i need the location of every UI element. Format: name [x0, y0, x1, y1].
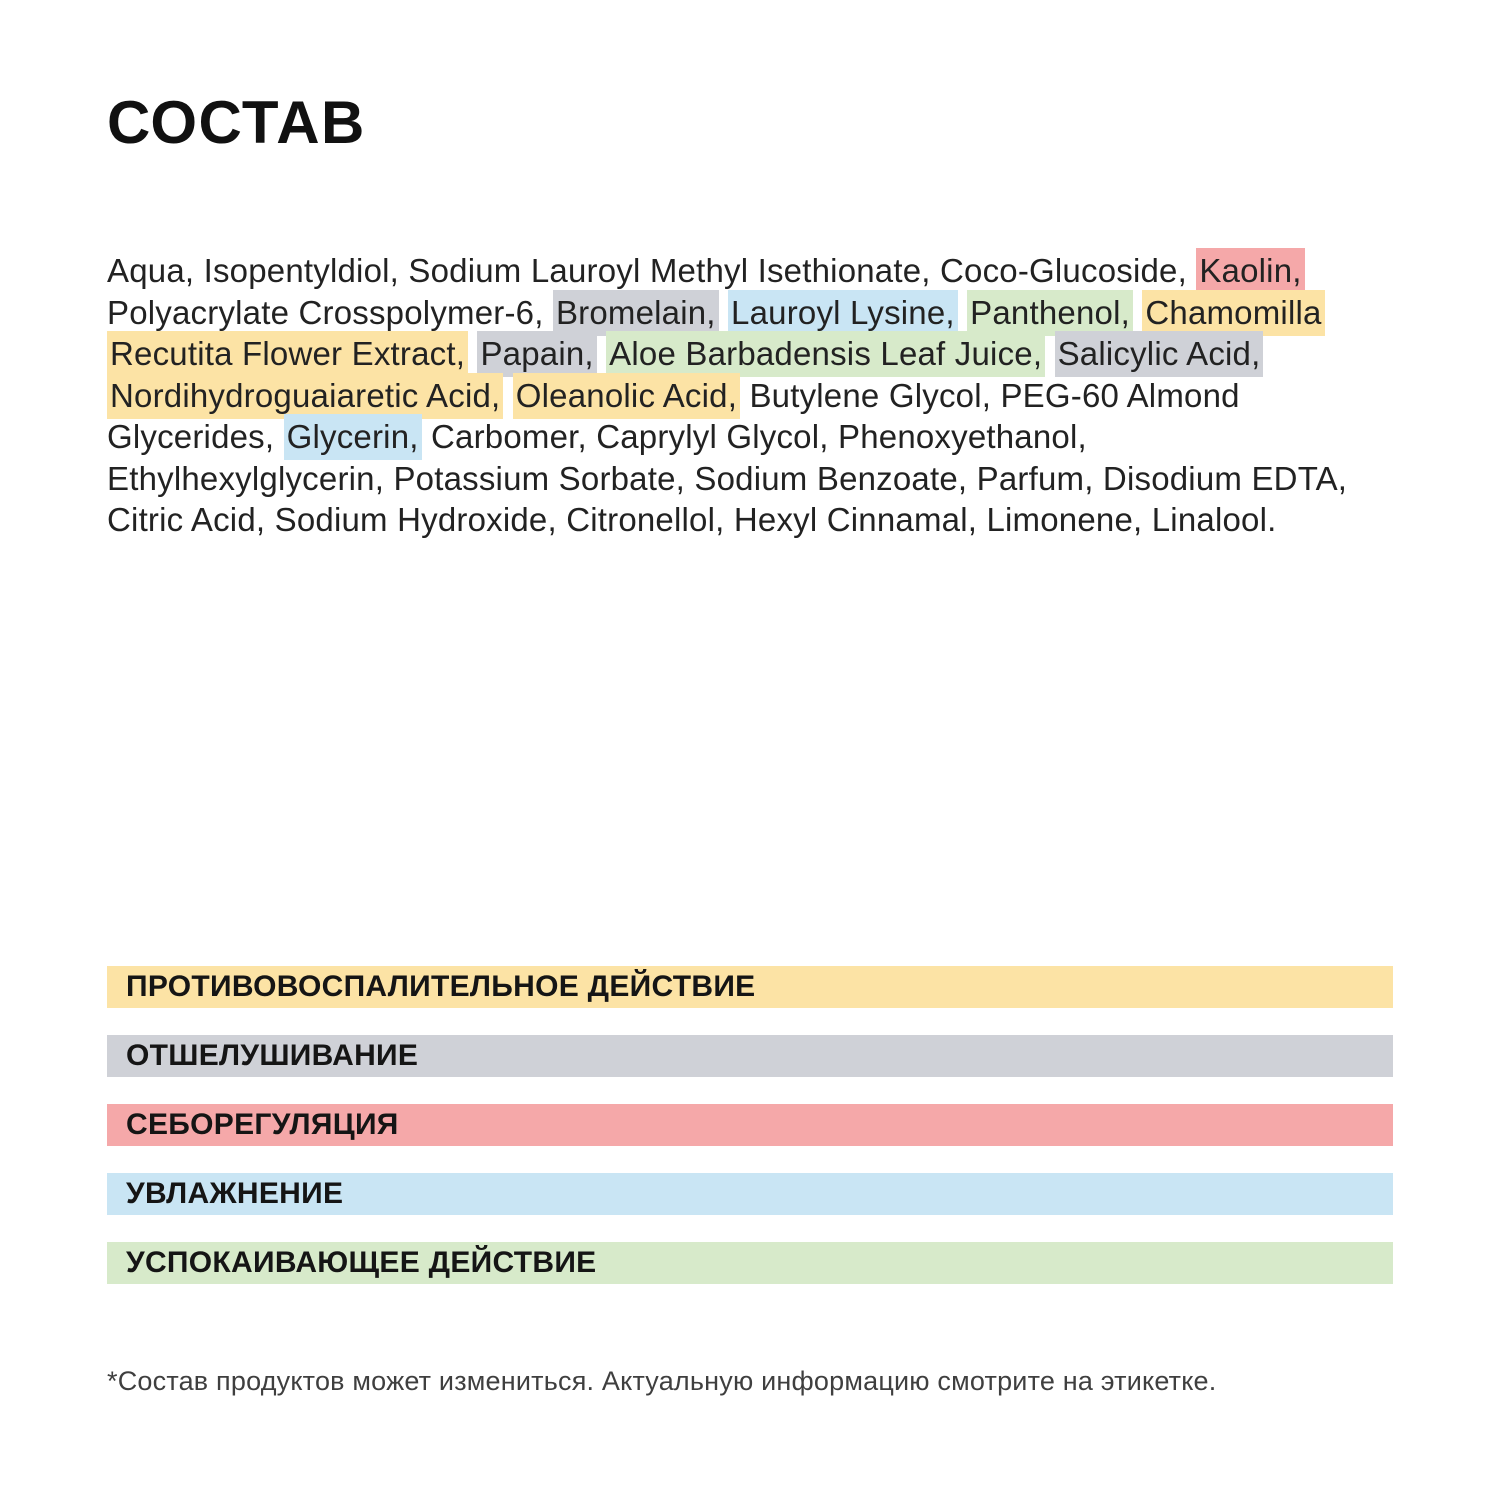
ingredient-text: Citric Acid, Sodium Hydroxide, Citronellol, Hexyl Cinnamal, Limonene, Linalool. — [107, 501, 1277, 538]
page-title: СОСТАВ — [107, 89, 366, 156]
ingredients-line — [107, 292, 1417, 334]
ingredient-text — [503, 377, 512, 414]
ingredient-highlight-green: Panthenol, — [967, 290, 1133, 336]
ingredient-highlight-gray: Salicylic Acid, — [1055, 331, 1264, 377]
ingredient-highlight-yellow: Recutita Flower Extract, — [107, 331, 468, 377]
ingredient-highlight-blue: Lauroyl Lysine, — [728, 290, 958, 336]
ingredient-highlight-yellow: Chamomilla — [1142, 290, 1324, 336]
ingredient-text: Aqua, Isopentyldiol, Sodium Lauroyl Methyl Isethionate, Coco-Glucoside, — [107, 252, 1197, 289]
ingredient-highlight-red: Kaolin, — [1196, 248, 1304, 294]
ingredient-text — [958, 294, 967, 331]
ingredients-line — [107, 250, 1417, 292]
ingredient-text: Ethylhexylglycerin, Potassium Sorbate, Sodium Benzoate, Parfum, Disodium EDTA, — [107, 459, 1348, 497]
ingredient-text: Glycerides, — [107, 418, 284, 455]
legend-label: СЕБОРЕГУЛЯЦИЯ — [126, 1108, 399, 1141]
ingredients-paragraph — [107, 250, 1417, 541]
ingredient-text: Carbomer, Caprylyl Glycol, Phenoxyethanol, — [421, 418, 1087, 455]
ingredient-highlight-blue: Glycerin, — [284, 414, 422, 460]
ingredients-line — [107, 375, 1417, 417]
ingredient-highlight-yellow: Oleanolic Acid, — [513, 373, 740, 419]
ingredients-line — [107, 458, 1417, 500]
ingredient-highlight-green: Aloe Barbadensis Leaf Juice, — [606, 331, 1045, 377]
ingredient-text — [1045, 335, 1054, 372]
ingredient-highlight-yellow: Nordihydroguaiaretic Acid, — [107, 373, 503, 419]
ingredients-line — [107, 499, 1417, 541]
ingredient-text — [1133, 294, 1142, 331]
ingredient-text — [719, 294, 728, 331]
legend-label: ОТШЕЛУШИВАНИЕ — [126, 1039, 419, 1072]
legend-bar-green — [107, 1242, 1393, 1284]
legend-label: УСПОКАИВАЮЩЕЕ ДЕЙСТВИЕ — [126, 1246, 597, 1279]
ingredients-line — [107, 333, 1417, 375]
legend-bar-yellow — [107, 966, 1393, 1008]
legend-bar-red — [107, 1104, 1393, 1146]
legend-label: УВЛАЖНЕНИЕ — [126, 1177, 344, 1210]
disclaimer-footnote: *Состав продуктов может измениться. Актуальную информацию смотрите на этикетке. — [107, 1366, 1217, 1396]
ingredient-text — [597, 335, 606, 372]
legend-bar-gray — [107, 1035, 1393, 1077]
ingredient-text: Polyacrylate Crosspolymer-6, — [107, 293, 553, 331]
legend-bar-blue — [107, 1173, 1393, 1215]
ingredient-text: Butylene Glycol, PEG-60 Almond — [740, 376, 1240, 414]
ingredient-highlight-gray: Papain, — [477, 331, 596, 377]
effects-legend — [107, 966, 1393, 1311]
legend-label: ПРОТИВОВОСПАЛИТЕЛЬНОЕ ДЕЙСТВИЕ — [126, 970, 756, 1003]
ingredients-line — [107, 416, 1417, 458]
ingredient-highlight-gray: Bromelain, — [553, 290, 719, 336]
